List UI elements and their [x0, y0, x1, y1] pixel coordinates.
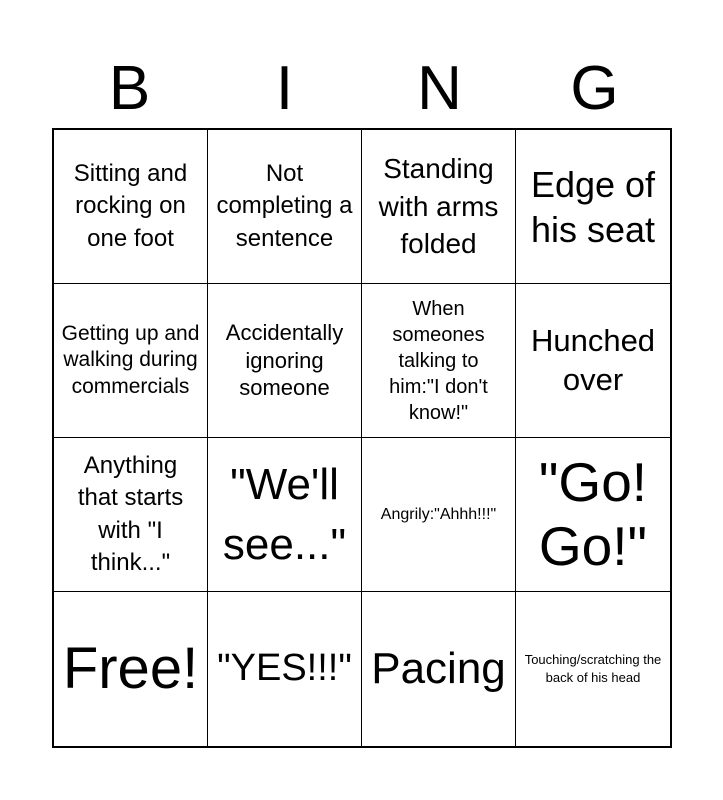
- cell-text: Hunched over: [530, 322, 656, 397]
- bingo-cell[interactable]: [362, 130, 516, 284]
- cell-text: Sitting and rocking on one foot: [73, 159, 188, 252]
- cell-text: Edge of his seat: [530, 163, 656, 250]
- cell-text: Pacing: [371, 644, 506, 694]
- cell-text: Getting up and walking during commercials: [61, 322, 200, 398]
- bingo-cell[interactable]: [516, 438, 670, 592]
- bingo-cell[interactable]: [54, 284, 208, 438]
- cell-text: Accidentally ignoring someone: [225, 320, 344, 401]
- cell-text: Free!: [62, 635, 199, 701]
- header-letter-g: G: [570, 54, 619, 123]
- header-letter-i: I: [275, 54, 294, 123]
- cell-text: "Go! Go!": [538, 451, 648, 577]
- cell-text: Not completing a sentence: [216, 159, 353, 252]
- bingo-header: [52, 50, 672, 128]
- bingo-cell[interactable]: [208, 438, 362, 592]
- cell-text: When someones talking to him:"I don't know!": [389, 297, 488, 424]
- bingo-cell[interactable]: [362, 592, 516, 746]
- bingo-cell[interactable]: [516, 130, 670, 284]
- cell-text: "We'll see...": [222, 460, 347, 569]
- bingo-cell-free[interactable]: [54, 592, 208, 746]
- bingo-cell[interactable]: [208, 592, 362, 746]
- cell-text: Anything that starts with "I think...": [77, 451, 184, 576]
- bingo-cell[interactable]: [208, 284, 362, 438]
- bingo-cell[interactable]: [516, 284, 670, 438]
- cell-text: Standing with arms folded: [378, 152, 499, 260]
- bingo-cell[interactable]: [208, 130, 362, 284]
- header-letter-b: B: [108, 54, 151, 123]
- bingo-cell[interactable]: [362, 284, 516, 438]
- bingo-cell[interactable]: [54, 438, 208, 592]
- cell-text: Touching/scratching the back of his head: [524, 651, 662, 685]
- bingo-cell[interactable]: [362, 438, 516, 592]
- cell-text: Angrily:"Ahhh!!!": [380, 505, 497, 523]
- bingo-card: [52, 128, 672, 748]
- cell-text: "YES!!!": [217, 647, 352, 690]
- bingo-cell[interactable]: [516, 592, 670, 746]
- bingo-cell[interactable]: [54, 130, 208, 284]
- header-letter-n: N: [417, 54, 462, 123]
